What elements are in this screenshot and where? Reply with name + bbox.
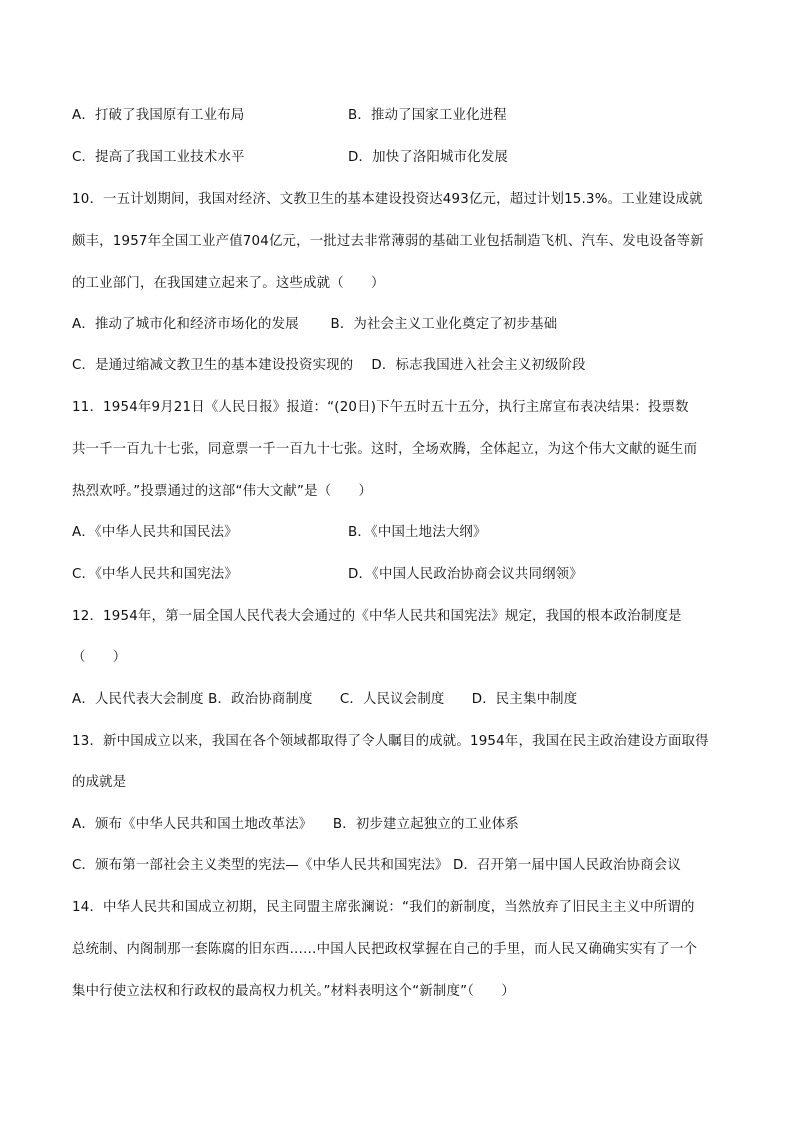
q10-option-row-1: A．推动了城市化和经济市场化的发展 B．为社会主义工业化奠定了初步基础	[72, 317, 558, 332]
q9-option-row-2	[72, 148, 732, 168]
q12-text-line-1: 12．1954年，第一届全国人民代表大会通过的《中华人民共和国宪法》规定，我国的根本政治制度是	[72, 609, 682, 624]
q12-option-row: A．人民代表大会制度 B．政治协商制度 C．人民议会制度 D．民主集中制度	[72, 692, 578, 707]
q9-option-a: A．打破了我国原有工业布局	[72, 108, 245, 123]
q11-text-line-3: 热烈欢呼。”投票通过的这部“伟大文献”是（ ）	[72, 484, 373, 499]
q14-text-line-3: 集中行使立法权和行政权的最高权力机关。”材料表明这个“新制度”（ ）	[72, 984, 515, 999]
q11-option-c: C．《中华人民共和国宪法》	[72, 567, 238, 582]
q14-text-line-1: 14．中华人民共和国成立初期，民主同盟主席张澜说：“我们的新制度，当然放弃了旧民主主义中所谓的	[72, 900, 695, 915]
q12-text-line-2: （ ）	[72, 650, 127, 665]
q9-option-b: B．推动了国家工业化进程	[348, 108, 507, 123]
q10-text-line-3: 的工业部门，在我国建立起来了。这些成就（ ）	[72, 276, 385, 291]
q11-text-line-1: 11．1954年9月21日《人民日报》报道：“(20日)下午五时五十五分，执行主席宣布表决结果：投票数	[72, 400, 689, 415]
q11-text-line-2: 共一千一百九十七张，同意票一千一百九十七张。这时，全场欢腾，全体起立，为这个伟大文献的诞生而	[72, 442, 698, 457]
q13-text-line-1: 13．新中国成立以来，我国在各个领域都取得了令人瞩目的成就。1954年，我国在民主政治建设方面取得	[72, 734, 709, 749]
q13-text-line-2: 的成就是	[72, 775, 127, 790]
q13-option-row-2: C．颁布第一部社会主义类型的宪法—《中华人民共和国宪法》 D．召开第一届中国人民政治协商会议	[72, 858, 681, 873]
q11-option-row-1	[72, 523, 732, 543]
q9-option-row-1	[72, 106, 732, 126]
q11-option-row-2	[72, 565, 732, 585]
q10-text-line-2: 颇丰，1957年全国工业产值704亿元，一批过去非常薄弱的基础工业包括制造飞机、汽车、发电设备等新	[72, 234, 704, 249]
q10-text-line-1: 10．一五计划期间，我国对经济、文教卫生的基本建设投资达493亿元，超过计划15.3%。工业建设成就	[72, 192, 703, 207]
q11-option-b: B．《中国土地法大纲》	[348, 525, 487, 540]
q14-text-line-2: 总统制、内阁制那一套陈腐的旧东西……中国人民把政权掌握在自己的手里，而人民又确确实实有了一个	[72, 942, 698, 957]
q9-option-d: D．加快了洛阳城市化发展	[348, 150, 509, 165]
q11-option-a: A．《中华人民共和国民法》	[72, 525, 238, 540]
q10-option-row-2: C．是通过缩减文教卫生的基本建设投资实现的 D．标志我国进入社会主义初级阶段	[72, 358, 586, 373]
q13-option-row-1: A．颁布《中华人民共和国土地改革法》 B．初步建立起独立的工业体系	[72, 817, 519, 832]
q11-option-d: D．《中国人民政治协商会议共同纲领》	[348, 567, 583, 582]
q9-option-c: C．提高了我国工业技术水平	[72, 150, 245, 165]
